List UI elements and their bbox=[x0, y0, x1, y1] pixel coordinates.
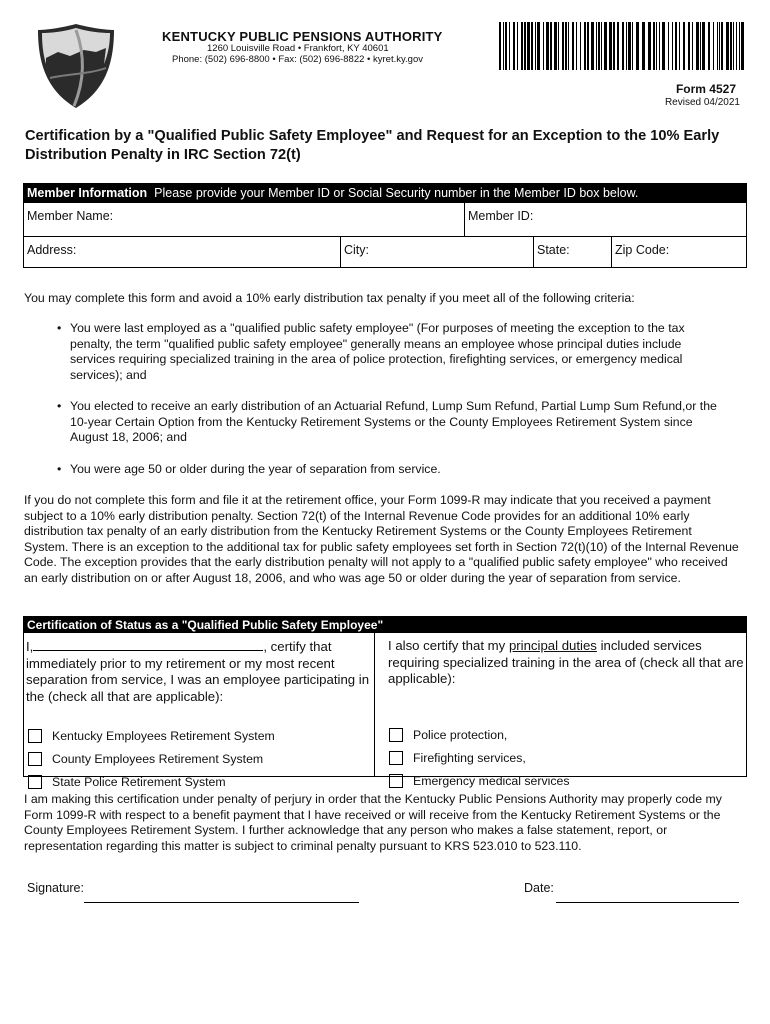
signature-label: Signature: bbox=[27, 881, 84, 895]
kers-checkbox[interactable] bbox=[28, 729, 42, 743]
kentucky-shield-logo bbox=[36, 22, 116, 110]
spers-label: State Police Retirement System bbox=[52, 775, 226, 789]
state-field[interactable] bbox=[534, 237, 612, 267]
criteria-text: You were last employed as a "qualified public safety employee" (For purposes of meeting the exception to the tax penalty, the term "qualified public safety employee" generally means an employee whose principal duties include services requiring specialized training in the area of police protection, firefighting services, or emergency medical services); and bbox=[70, 321, 685, 382]
certify-statement: , certify that immediately prior to my retirement or my most recent separation from service, I was an employee participating in the (check all that are applicable): bbox=[26, 639, 370, 704]
police-checkbox[interactable] bbox=[389, 728, 403, 742]
police-checkbox-row[interactable] bbox=[389, 728, 507, 742]
name-blank-field[interactable] bbox=[33, 638, 263, 651]
certify-prefix: I, bbox=[26, 639, 34, 654]
member-information-heading: Member Information bbox=[27, 186, 148, 200]
certification-section bbox=[23, 616, 747, 789]
member-information-section bbox=[23, 183, 747, 268]
member-information-instructions: Please provide your Member ID or Social Security number in the Member ID box below. bbox=[154, 186, 639, 200]
zip-code-label: Zip Code: bbox=[615, 243, 670, 257]
address-field[interactable] bbox=[24, 237, 341, 267]
ems-label: Emergency medical services bbox=[413, 774, 570, 788]
criteria-intro: You may complete this form and avoid a 10% early distribution tax penalty if you meet all of the following criteria: bbox=[24, 291, 635, 305]
kers-label: Kentucky Employees Retirement System bbox=[52, 729, 275, 743]
organization-address: 1260 Louisville Road • Frankfort, KY 40601 bbox=[207, 43, 389, 54]
city-label: City: bbox=[344, 243, 369, 257]
principal-duties-text: principal duties bbox=[508, 638, 597, 653]
member-id-label: Member ID: bbox=[468, 209, 534, 223]
form-title: Certification by a "Qualified Public Safety Employee" and Request for an Exception to the 10% Early Distribution Penalty in IRC Section 72(t) bbox=[25, 128, 720, 163]
firefighting-label: Firefighting services, bbox=[413, 751, 526, 765]
kers-checkbox-row[interactable] bbox=[28, 729, 275, 743]
police-label: Police protection, bbox=[413, 728, 508, 742]
form-number: Form 4527 bbox=[675, 82, 736, 96]
organization-contact: Phone: (502) 696-8800 • Fax: (502) 696-8822 • kyret.ky.gov bbox=[172, 54, 423, 65]
ems-checkbox-row[interactable] bbox=[389, 774, 570, 788]
ems-checkbox[interactable] bbox=[389, 774, 403, 788]
date-field[interactable] bbox=[556, 901, 739, 903]
certification-heading: Certification of Status as a "Qualified Public Safety Employee" bbox=[24, 617, 746, 633]
penalty-explanation: If you do not complete this form and file it at the retirement office, your Form 1099-R may indicate that you received a payment subject to a 10% early distribution penalty. Section 72(t) of the Internal Revenue Code provides for an additional 10% early distribution tax penalty of an early distribution from the Kentucky Retirement Systems or the County Employees Retirement System. There is an exception to the additional tax for public safety employees set forth in Section 72(t)(10) of the Internal Revenue Code. The exception provides that the early distribution penalty will not apply to a "qualified public safety employee" who received an early distribution on or after August 18, 2006, and who was age 50 or older during the year of separation from service. bbox=[24, 493, 739, 585]
spers-checkbox[interactable] bbox=[28, 775, 42, 789]
cers-checkbox-row[interactable] bbox=[28, 752, 263, 766]
organization-name: KENTUCKY PUBLIC PENSIONS AUTHORITY bbox=[162, 29, 443, 44]
duties-statement: included services requiring specialized training in the area of (check all that are applicable): bbox=[388, 638, 744, 686]
address-label: Address: bbox=[27, 243, 77, 257]
duties-certification-text bbox=[375, 633, 746, 688]
duties-column bbox=[375, 633, 746, 788]
criteria-item bbox=[52, 462, 717, 478]
firefighting-checkbox-row[interactable] bbox=[389, 751, 526, 765]
bullet-icon: • bbox=[57, 399, 62, 413]
criteria-text: You elected to receive an early distribution of an Actuarial Refund, Lump Sum Refund, Partial Lump Sum Refund,or the 10-year Certain Option from the Kentucky Retirement Systems or the County Employees Retirement System since August 18, 2006; and bbox=[70, 399, 717, 444]
member-information-header bbox=[24, 184, 746, 203]
barcode bbox=[497, 22, 747, 70]
date-label: Date: bbox=[524, 881, 554, 895]
criteria-list bbox=[52, 321, 717, 493]
spers-checkbox-row[interactable] bbox=[28, 775, 226, 789]
member-name-label: Member Name: bbox=[27, 209, 114, 223]
system-certification-text bbox=[24, 633, 374, 705]
duties-prefix: I also certify that my bbox=[388, 638, 509, 653]
retirement-system-column bbox=[24, 633, 375, 789]
state-label: State: bbox=[537, 243, 570, 257]
signature-field[interactable] bbox=[84, 901, 359, 903]
zip-code-field[interactable] bbox=[612, 237, 746, 267]
cers-label: County Employees Retirement System bbox=[52, 752, 264, 766]
criteria-text: You were age 50 or older during the year of separation from service. bbox=[70, 461, 441, 476]
perjury-statement: I am making this certification under penalty of perjury in order that the Kentucky Public Pensions Authority may properly code my Form 1099-R with respect to a benefit payment that I have received or will receive from the Kentucky Retirement Systems or the County Employees Retirement System. I further acknowledge that any person who makes a false statement, report, or representation regarding this matter is subject to criminal penalty pursuant to KRS 523.010 to 523.110. bbox=[24, 792, 722, 853]
member-id-field[interactable] bbox=[465, 203, 746, 236]
bullet-icon: • bbox=[57, 321, 62, 335]
member-name-field[interactable] bbox=[24, 203, 465, 236]
city-field[interactable] bbox=[341, 237, 534, 267]
firefighting-checkbox[interactable] bbox=[389, 751, 403, 765]
bullet-icon: • bbox=[57, 461, 62, 476]
cers-checkbox[interactable] bbox=[28, 752, 42, 766]
criteria-item bbox=[52, 399, 717, 446]
revision-date: Revised 04/2021 bbox=[664, 97, 740, 108]
criteria-item bbox=[52, 321, 717, 383]
